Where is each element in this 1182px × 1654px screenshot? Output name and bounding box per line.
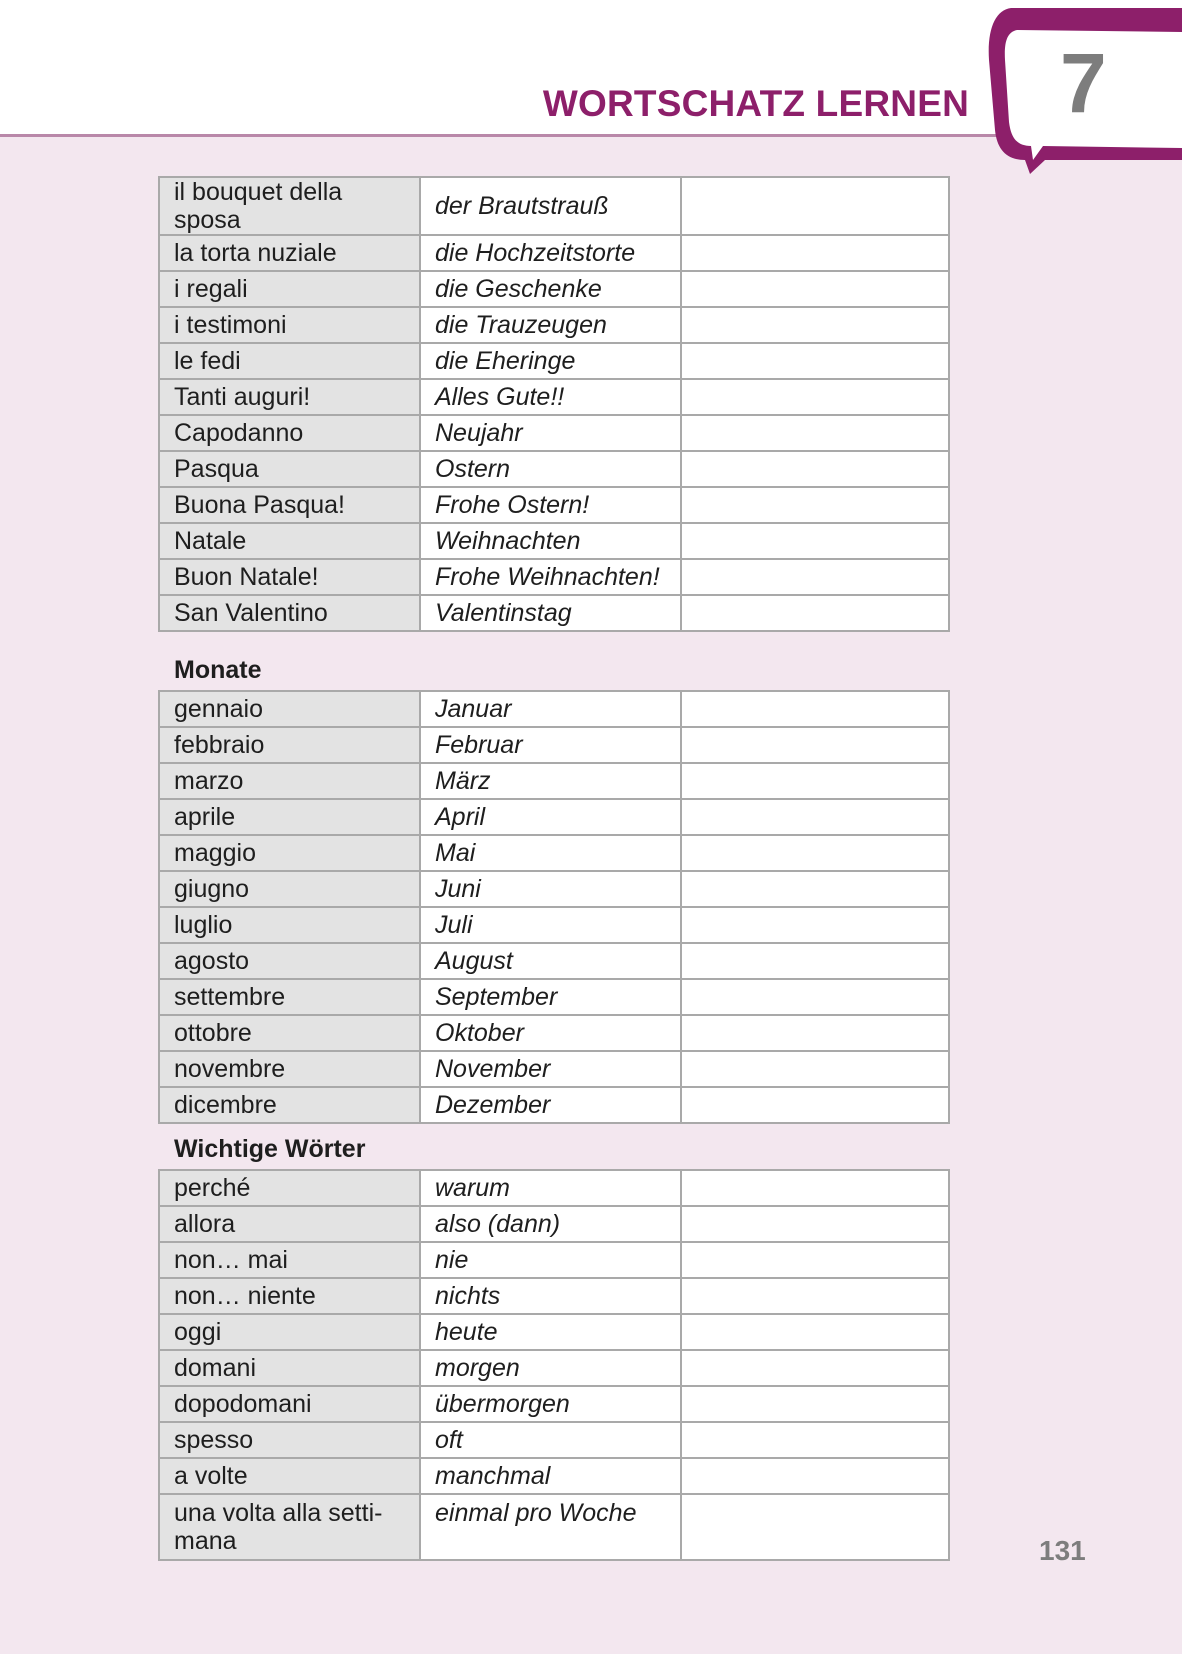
german-translation: übermorgen [420,1386,681,1422]
italian-term: luglio [159,907,420,943]
german-translation: April [420,799,681,835]
table-row [159,379,949,415]
table-row [159,1386,949,1422]
german-translation: September [420,979,681,1015]
italian-term: i testimoni [159,307,420,343]
notes-cell[interactable] [681,799,949,835]
notes-cell[interactable] [681,451,949,487]
notes-cell[interactable] [681,727,949,763]
italian-term: dicembre [159,1087,420,1123]
notes-cell[interactable] [681,1051,949,1087]
german-translation: Ostern [420,451,681,487]
italian-term: oggi [159,1314,420,1350]
italian-term: i regali [159,271,420,307]
italian-term: spesso [159,1422,420,1458]
table-row [159,691,949,727]
italian-term: Tanti auguri! [159,379,420,415]
vocab-table-celebrations [158,176,950,632]
german-translation: heute [420,1314,681,1350]
italian-term: Buona Pasqua! [159,487,420,523]
italian-term: settembre [159,979,420,1015]
notes-cell[interactable] [681,235,949,271]
table-row [159,1422,949,1458]
german-translation: Frohe Weihnachten! [420,559,681,595]
table-row [159,1278,949,1314]
notes-cell[interactable] [681,1015,949,1051]
notes-cell[interactable] [681,1494,949,1560]
notes-cell[interactable] [681,835,949,871]
notes-cell[interactable] [681,523,949,559]
table-row [159,559,949,595]
notes-cell[interactable] [681,871,949,907]
notes-cell[interactable] [681,415,949,451]
table-row [159,235,949,271]
notes-cell[interactable] [681,1242,949,1278]
notes-cell[interactable] [681,487,949,523]
italian-term: dopodomani [159,1386,420,1422]
notes-cell[interactable] [681,979,949,1015]
italian-term: Natale [159,523,420,559]
german-translation: August [420,943,681,979]
table-row [159,271,949,307]
table-row [159,1458,949,1494]
header-rule [0,134,1000,137]
italian-term: ottobre [159,1015,420,1051]
italian-term: il bouquet della sposa [159,177,420,235]
table-row [159,1015,949,1051]
table-row [159,799,949,835]
german-translation: manchmal [420,1458,681,1494]
italian-term: una volta alla setti- mana [159,1494,420,1560]
italian-term: febbraio [159,727,420,763]
notes-cell[interactable] [681,1422,949,1458]
german-translation: Oktober [420,1015,681,1051]
table-row [159,1350,949,1386]
italian-term: novembre [159,1051,420,1087]
notes-cell[interactable] [681,559,949,595]
notes-cell[interactable] [681,943,949,979]
italian-term: agosto [159,943,420,979]
table-row [159,835,949,871]
table-row [159,343,949,379]
notes-cell[interactable] [681,177,949,235]
table-row [159,979,949,1015]
italian-term: Buon Natale! [159,559,420,595]
italian-term: domani [159,1350,420,1386]
table-row [159,907,949,943]
german-translation: morgen [420,1350,681,1386]
italian-term: perché [159,1170,420,1206]
german-translation: nie [420,1242,681,1278]
notes-cell[interactable] [681,1386,949,1422]
german-translation: Juni [420,871,681,907]
table-row [159,1087,949,1123]
italian-term: non… mai [159,1242,420,1278]
german-translation: der Brautstrauß [420,177,681,235]
german-translation: Neujahr [420,415,681,451]
vocab-table-months [158,690,950,1124]
italian-term: Capodanno [159,415,420,451]
notes-cell[interactable] [681,595,949,631]
table-row [159,451,949,487]
section-heading-important-words: Wichtige Wörter [174,1135,366,1163]
german-translation: Februar [420,727,681,763]
notes-cell[interactable] [681,1350,949,1386]
german-translation: Januar [420,691,681,727]
notes-cell[interactable] [681,307,949,343]
italian-term: non… niente [159,1278,420,1314]
notes-cell[interactable] [681,763,949,799]
table-row [159,1051,949,1087]
german-translation: die Eheringe [420,343,681,379]
table-row [159,1206,949,1242]
italian-term: maggio [159,835,420,871]
notes-cell[interactable] [681,271,949,307]
table-row [159,727,949,763]
german-translation: oft [420,1422,681,1458]
notes-cell[interactable] [681,691,949,727]
notes-cell[interactable] [681,1314,949,1350]
german-translation: Dezember [420,1087,681,1123]
vocab-table-important-words [158,1169,950,1561]
italian-term: allora [159,1206,420,1242]
chapter-number: 7 [1060,36,1107,130]
italian-term: marzo [159,763,420,799]
notes-cell[interactable] [681,1170,949,1206]
table-row [159,487,949,523]
german-translation: November [420,1051,681,1087]
italian-term: la torta nuziale [159,235,420,271]
german-translation: einmal pro Woche [420,1494,681,1560]
table-row [159,763,949,799]
italian-term: Pasqua [159,451,420,487]
table-row [159,871,949,907]
german-translation: Valentinstag [420,595,681,631]
italian-term: le fedi [159,343,420,379]
italian-term: aprile [159,799,420,835]
page-number: 131 [1039,1535,1086,1566]
italian-term: giugno [159,871,420,907]
german-translation: Weihnachten [420,523,681,559]
table-row [159,943,949,979]
table-row [159,1494,949,1560]
german-translation: Alles Gute!! [420,379,681,415]
table-row [159,595,949,631]
german-translation: die Trauzeugen [420,307,681,343]
notes-cell[interactable] [681,1458,949,1494]
italian-term: gennaio [159,691,420,727]
table-row [159,177,949,235]
notes-cell[interactable] [681,1278,949,1314]
page-title: WORTSCHATZ LERNEN [542,83,969,124]
notes-cell[interactable] [681,1087,949,1123]
table-row [159,1314,949,1350]
german-translation: Frohe Ostern! [420,487,681,523]
german-translation: die Geschenke [420,271,681,307]
german-translation: Mai [420,835,681,871]
german-translation: nichts [420,1278,681,1314]
italian-term: a volte [159,1458,420,1494]
notes-cell[interactable] [681,379,949,415]
german-translation: Juli [420,907,681,943]
german-translation: März [420,763,681,799]
table-row [159,1170,949,1206]
table-row [159,415,949,451]
italian-term: San Valentino [159,595,420,631]
notes-cell[interactable] [681,1206,949,1242]
german-translation: also (dann) [420,1206,681,1242]
german-translation: warum [420,1170,681,1206]
table-row [159,1242,949,1278]
german-translation: die Hochzeitstorte [420,235,681,271]
table-row [159,307,949,343]
notes-cell[interactable] [681,343,949,379]
notes-cell[interactable] [681,907,949,943]
table-row [159,523,949,559]
section-heading-months: Monate [174,656,262,684]
